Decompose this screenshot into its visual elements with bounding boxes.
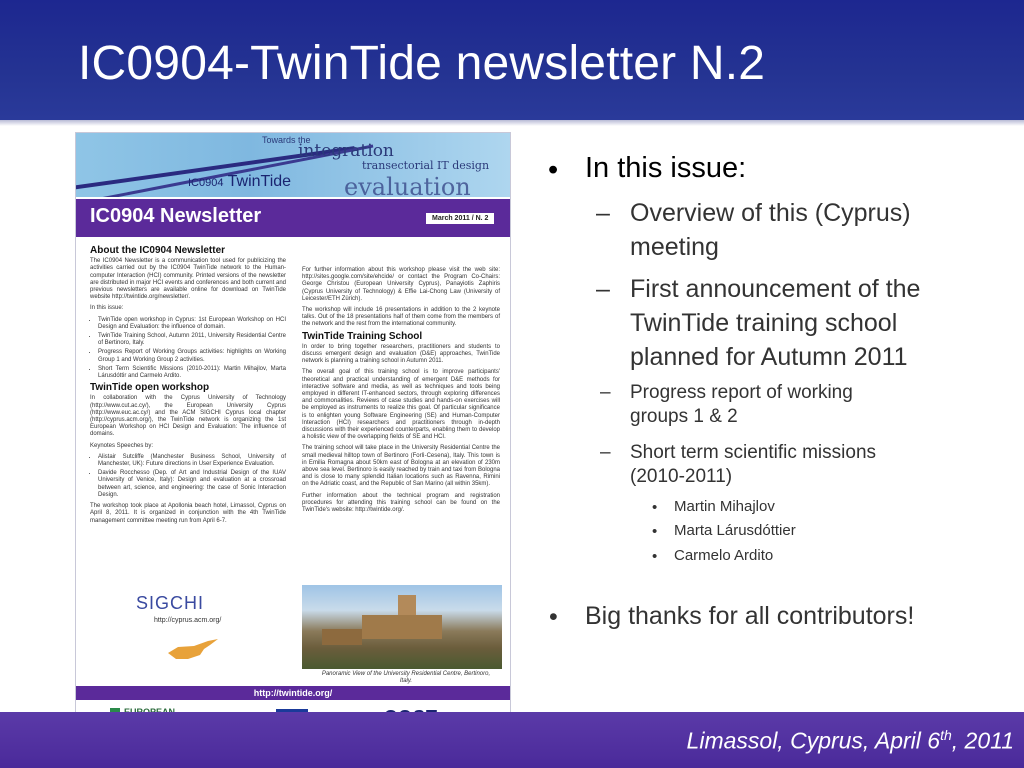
brand-prefix: IC0904 [188, 177, 224, 189]
bullet-dot: • [652, 499, 658, 516]
bertinoro-photo [302, 585, 502, 669]
issue-item: • TwinTide open workshop in Cyprus: 1st European Workshop on HCI Design and Evaluation: the influence of domain. [98, 317, 286, 331]
col2-text-2: The workshop will include 16 presentations in addition to the 2 keynote talks. Out of the 18 presentations half of them come from the members of the network and the rest from the international community. [302, 307, 500, 328]
bullet-big-thanks: Big thanks for all contributors! [585, 602, 915, 630]
slide-title: IC0904-TwinTide newsletter N.2 [78, 37, 766, 90]
issue-item: • Progress Report of Working Groups activities: highlights on Working Group 1 and Working Group 2 activities. [98, 349, 286, 363]
bullet-progress-report: Progress report of working [630, 382, 853, 403]
bullet-overview-cont: meeting [630, 233, 719, 261]
sigchi-logo: SIGCHI [136, 593, 205, 613]
workshop-title: TwinTide open workshop [90, 382, 210, 394]
newsletter-date: March 2011 / N. 2 [426, 213, 494, 224]
footer-text-sup: th [940, 727, 952, 743]
keynotes-label: Keynotes Speeches by: [90, 442, 154, 449]
bullet-short-term-cont: (2010-2011) [630, 466, 733, 487]
col2-text-1: For further information about this workshop please visit the web site: http://sites.google.com/site/ehcide/ or contact the Program Co-Chairs: George Christou (European University Cyprus), Panayiotis Zaphiris (Cyprus University of Technology) & Effie Lai-Chong Law (University of Leicester/ETH Zürich). [302, 267, 500, 302]
footer-location-date [687, 727, 1014, 755]
banner-towards: Towards the [262, 135, 311, 145]
banner-transectorial: transectorial IT design [362, 159, 490, 172]
bullet-dot: • [652, 523, 658, 540]
issue-list [90, 317, 286, 381]
bullet-first-announcement-cont: TwinTide training school [630, 309, 898, 337]
photo-caption: Panoramic View of the University Residential Centre, Bertinoro, Italy. [321, 671, 491, 684]
newsletter-image [76, 133, 510, 760]
bullet-dot: • [652, 548, 658, 565]
workshop-text-2: The workshop took place at Apollonia beach hotel, Limassol, Cyprus on April 8, 2011. It is organized in conjunction with the 4th TwinTide management committee meeting run from April 6-7. [90, 503, 286, 524]
sigchi-url: http://cyprus.acm.org/ [154, 617, 222, 624]
footer-text-main: Limassol, Cyprus, April 6 [686, 727, 941, 754]
bullet-carmelo-ardito: Carmelo Ardito [674, 547, 774, 564]
newsletter-column-right [302, 267, 500, 518]
bullet-dot: • [549, 603, 558, 631]
bullet-dash: – [600, 442, 611, 463]
bullet-dash: – [596, 275, 610, 303]
site-url: http://twintide.org/ [253, 688, 333, 698]
about-title: About the IC0904 Newsletter [90, 245, 226, 256]
bullet-dot: • [548, 154, 559, 186]
banner-integration: integration [298, 141, 394, 161]
training-text-2: The overall goal of this training school is to improve participants' theoretical and practical understanding of emergent D&E methods for interactive software and media, as well as techniques and tools being employed in different IT-enhanced sectors, through exploring differences and commonalities. Reviews of case studies and hands-on exercises will be employed as instruments to realize this goal. Of particular significance is to enlighten young Software Engineering (SE) and Human-Computer Interaction (HCI) researchers and practitioners through in-depth discussions with their experienced counterparts, enabling them to develop a holistic view of the overlapping fields of SE and HCI. [302, 369, 500, 441]
keynote-list [90, 454, 286, 499]
bullet-progress-report-cont: groups 1 & 2 [630, 406, 738, 427]
issue-item: • Short Term Scientific Missions (2010-2011): Martin Mihajlov, Marta Lárusdóttir and Carmelo Ardito. [98, 366, 286, 380]
bullet-short-term: Short term scientific missions [630, 442, 877, 463]
in-this-issue-label: In this issue: [90, 305, 124, 312]
footer-text-end: , 2011 [951, 727, 1014, 754]
bullet-first-announcement-cont: planned for Autumn 2011 [630, 343, 908, 371]
photo-building [362, 615, 442, 639]
workshop-text: In collaboration with the Cyprus University of Technology (http://www.cut.ac.cy/), the European University Cyprus (http://www.euc.ac.cy/) and the ACM SIGCHI Cyprus local chapter (http://cyprus.acm.org/), the TwinTide network is organizing the 1st European Workshop on HCI Design and Evaluation: The influence of domains. [90, 395, 286, 438]
newsletter-banner [76, 133, 510, 197]
twintide-brand [188, 173, 291, 191]
bullet-in-this-issue: In this issue: [585, 152, 747, 184]
bullet-dash: – [600, 382, 611, 403]
training-text-1: In order to bring together researchers, practitioners and students to discuss emergent design and evaluation (D&E) approaches, TwinTide network is planning a training school in Autumn 2011. [302, 343, 500, 365]
keynote-item: • Davide Rocchesso (Dep. of Art and Industrial Design of the IUAV University of Venice, Italy): Design and evaluation at a crossroad between art, science, and engineering: the case of Sonic Interaction Design. [98, 470, 286, 499]
about-text: The IC0904 Newsletter is a communication tool used for publicizing the activities carried out by the IC0904 TwinTide network to the Human-computer Interaction (HCI) community. Printed versions of the newsletter are distributed in major HCI events and conferences and both current and previous newsletters are available online for download on TwinTide website http://twintide.org/newsletter/. [90, 258, 286, 301]
cyprus-map-icon [164, 637, 220, 663]
bullet-overview: Overview of this (Cyprus) [630, 199, 911, 227]
issue-item: • TwinTide Training School, Autumn 2011, University Residential Centre of Bertinoro, Italy. [98, 333, 286, 347]
keynote-item: • Alistair Sutcliffe (Manchester Business School, University of Manchester, UK): Future directions in User Experience Evaluation. [98, 454, 286, 468]
title-band-shadow [0, 120, 1024, 126]
training-title: TwinTide Training School [302, 330, 423, 342]
training-text-4: Further information about the technical program and registration procedures for attending this training school can be found on the TwinTide's website: http://twintide.org/. [302, 492, 500, 514]
training-text-3: The training school will take place in the University Residential Centre the small medieval hilltop town of Bertinoro (Forlì-Cesena), Italy. This town is in Emilia Romagna about 50km east of Bologna at an elevation of 230m above sea level. Bertinoro is easily reached by train and taxi from Bologna and is close to many splendid Italian locations such as Ravenna, Rimini on the Adriatic coast, and the Republic of San Marino (all within 35km). [302, 445, 500, 488]
newsletter-heading: IC0904 Newsletter [90, 205, 262, 227]
banner-evaluation: evaluation [344, 173, 471, 197]
bullet-marta-larusdottier: Marta Lárusdóttier [674, 522, 796, 539]
bullet-martin-mihajlov: Martin Mihajlov [674, 498, 775, 515]
photo-building [322, 629, 362, 645]
brand-name: TwinTide [227, 173, 292, 190]
newsletter-column-left [90, 247, 286, 529]
bullet-dash: – [596, 199, 610, 227]
bullet-first-announcement: First announcement of the [630, 275, 921, 303]
